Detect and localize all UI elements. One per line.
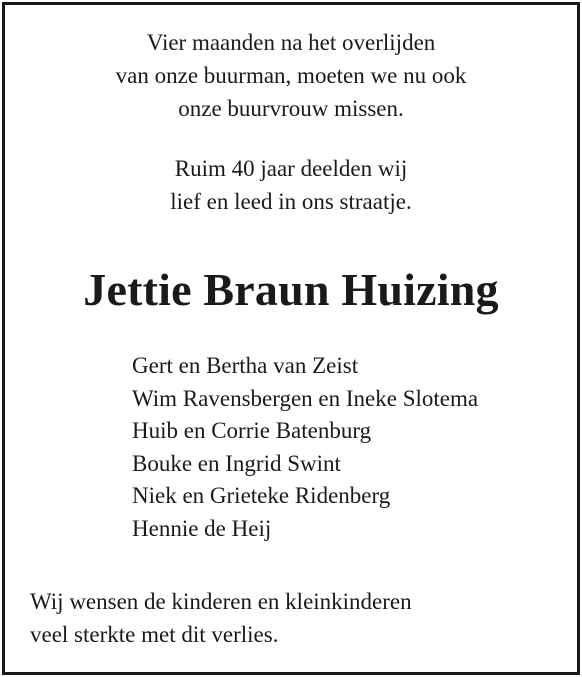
closing-text bbox=[30, 585, 412, 651]
intro-line: lief en leed in ons straatje. bbox=[170, 189, 412, 214]
intro-line: Vier maanden na het overlijden bbox=[146, 30, 436, 55]
intro-line: van onze buurman, moeten we nu ook bbox=[115, 63, 467, 88]
closing-line: Wij wensen de kinderen en kleinkinderen bbox=[30, 589, 412, 614]
closing-line: veel sterkte met dit verlies. bbox=[30, 622, 279, 647]
paragraph-gap bbox=[0, 125, 582, 152]
signer-item: Wim Ravensbergen en Ineke Slotema bbox=[132, 385, 479, 411]
signer-item: Niek en Grieteke Ridenberg bbox=[132, 483, 391, 509]
signers-list bbox=[132, 350, 478, 546]
signer-item: Hennie de Heij bbox=[132, 515, 272, 541]
signer-item: Bouke en Ingrid Swint bbox=[132, 450, 341, 476]
signer-item: Gert en Bertha van Zeist bbox=[132, 353, 359, 378]
deceased-name: Jettie Braun Huizing bbox=[83, 264, 499, 315]
intro-line: Ruim 40 jaar deelden wij bbox=[174, 156, 408, 181]
intro-text bbox=[0, 26, 582, 218]
intro-line: onze buurvrouw missen. bbox=[178, 96, 404, 121]
signer-item: Huib en Corrie Batenburg bbox=[132, 418, 372, 444]
